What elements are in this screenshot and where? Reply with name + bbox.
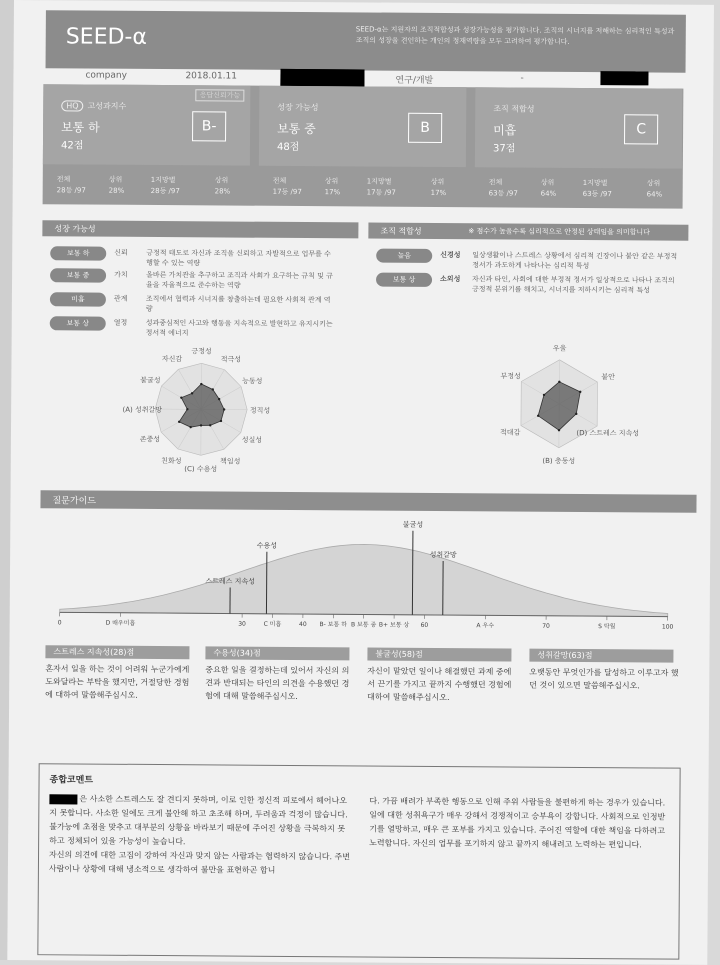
- trait-description: 조직에서 협력과 시너지를 창출하는데 필요한 사회적 관계 역량: [146, 294, 336, 315]
- radar-axis-label: 정직성: [250, 406, 270, 415]
- comment-right-column: 다. 가끔 배려가 부족한 행동으로 인해 주위 사람들을 불편하게 하는 경우가 있습니다. 일에 대한 성취욕구가 매우 강해서 경쟁적이고 승부욕이 강합니다. 사회적으로 인정받기를 열망하고, 매우 큰 포부를 가지고 있습니다. 주어진 역할에 대한 책임을 다하려고 노력합니다. 자신의 업무를 포기하지 않고 끝까지 해내려고 노력하는 편입니다.: [369, 795, 671, 853]
- trait-level-pill: 높음: [376, 249, 432, 263]
- trait-level-pill: 보통 중: [50, 268, 106, 282]
- score-level: 미흡: [493, 121, 516, 138]
- growth-section: [41, 220, 359, 478]
- score-level: 보통 하: [61, 118, 100, 135]
- score-col-growth: [259, 86, 467, 207]
- radar-data-point: [558, 429, 560, 431]
- radar-axis-label: 성실성: [242, 435, 262, 444]
- x-axis-tick-label: C 미흡: [264, 620, 282, 628]
- header-description: SEED-α는 지원자의 조직적합성과 성장가능성을 평가합니다. 조직의 시너지를 저해하는 심리적인 특성과 조직의 성장을 견인하는 개인의 정재역량을 모두 고려하여 평가합니다.: [356, 24, 676, 48]
- summary-comment-box: [37, 763, 680, 959]
- radar-axis-label: 적대감: [500, 428, 521, 437]
- radar-data-point: [200, 424, 202, 426]
- question-text: 중요한 일을 결정하는데 있어서 자신의 의견과 반대되는 타인의 의견을 수용했던 경험에 대해 말씀해주십시오.: [205, 663, 355, 703]
- org-title: 조직 적합성: [380, 226, 421, 237]
- radar-axis-label: 존중성: [140, 434, 160, 443]
- radar-data-point: [180, 396, 182, 398]
- score-col-hq: [43, 84, 251, 205]
- radar-data-point: [558, 381, 560, 383]
- radar-data-point: [537, 415, 539, 417]
- growth-section-header: [42, 220, 358, 238]
- org-trait-row: [376, 249, 686, 271]
- redacted-id: [600, 71, 648, 85]
- growth-radar-chart: [91, 341, 312, 479]
- radar-axis-label: (D) 스트레스 지속성: [576, 428, 639, 437]
- x-axis-tick-label: B- 보통 하: [319, 620, 347, 628]
- score-stats: [43, 164, 250, 205]
- stat-value: 28등 /97: [57, 185, 86, 196]
- stat-value: 28%: [215, 186, 231, 197]
- growth-trait-row: [50, 268, 350, 290]
- stat-label: 전체: [57, 174, 86, 185]
- distribution-curve: [60, 542, 668, 616]
- stat-value: 28%: [109, 186, 125, 197]
- stat-label: 상위: [109, 175, 125, 186]
- stat-value: 28등 /97: [151, 186, 180, 197]
- stat-item: [647, 178, 663, 200]
- trait-category: 열정: [114, 318, 142, 328]
- question-head: 스트레스 지속성(28)점: [45, 645, 189, 659]
- stat-item: [273, 176, 302, 198]
- stat-value: 17%: [325, 187, 341, 198]
- radar-axis-label: 적극성: [221, 354, 241, 363]
- stat-item: [489, 177, 518, 199]
- stat-label: 1지망별: [583, 178, 612, 189]
- radar-axis-label: (B) 충동성: [542, 456, 575, 465]
- score-grade: B-: [192, 111, 226, 141]
- stat-item: [57, 174, 86, 196]
- org-trait-row: [376, 273, 686, 295]
- radar-data-point: [543, 394, 545, 396]
- trait-description: 성과중심적인 사고와 행동을 지속적으로 발현하고 유지시키는 정서적 에너지: [146, 318, 336, 339]
- x-axis-tick-label: 100: [662, 624, 674, 631]
- score-grade: B: [408, 113, 442, 143]
- seed-logo: SEED-α: [66, 24, 147, 50]
- score-label-text: 고성과지수: [88, 102, 127, 111]
- radar-data-point: [220, 420, 222, 422]
- stat-item: [367, 176, 396, 198]
- growth-trait-row: [50, 292, 350, 314]
- score-stats: [475, 167, 682, 208]
- x-axis-tick-label: 30: [238, 621, 246, 628]
- org-radar-chart: [447, 341, 678, 473]
- report-date: 2018.01.11: [185, 71, 237, 81]
- stat-label: 상위: [541, 178, 557, 189]
- trait-category: 신뢰: [114, 248, 142, 258]
- radar-data-point: [223, 408, 225, 410]
- radar-axis-label: 자신감: [162, 354, 183, 363]
- x-axis-tick-label: 40: [299, 621, 307, 628]
- question-guide-header: [40, 490, 696, 513]
- stat-label: 상위: [431, 177, 447, 188]
- trait-category: 관계: [114, 294, 142, 304]
- score-distribution-chart: [40, 512, 681, 644]
- radar-axis-label: 능동성: [242, 376, 262, 385]
- question-head: 불굴성(58)점: [367, 647, 511, 661]
- trait-level-pill: 보통 하: [50, 246, 106, 260]
- stat-value: 17등 /97: [273, 187, 302, 198]
- stat-item: [431, 177, 447, 199]
- trait-description: 긍정적 태도로 자신과 조직을 신뢰하고 자발적으로 업무를 수행할 수 있는 역량: [146, 248, 336, 269]
- trait-level-pill: 미흡: [50, 292, 106, 306]
- question-head: 성취갈망(63)점: [529, 649, 673, 663]
- trait-category: 소외성: [440, 274, 468, 284]
- x-axis-tick-label: D 매우미흡: [106, 619, 136, 627]
- growth-trait-row: [50, 246, 350, 268]
- radar-data-point: [191, 392, 193, 394]
- stat-value: 17등 /97: [367, 187, 396, 198]
- score-marker-label: 불굴성: [403, 520, 423, 529]
- radar-axis-label: 불안: [601, 372, 615, 381]
- trait-category: 신경성: [440, 250, 468, 260]
- score-top: [43, 84, 251, 165]
- org-note: ※ 점수가 높을수록 심리적으로 안정된 상태임을 의미합니다: [468, 226, 650, 237]
- stat-value: 64%: [541, 189, 557, 200]
- radar-data-point: [218, 398, 220, 400]
- report-page: [7, 0, 714, 965]
- radar-axis-label: 책임성: [220, 456, 240, 465]
- score-marker-label: 스트레스 지속성: [205, 576, 255, 585]
- score-top: [259, 86, 467, 167]
- redacted-name: [280, 69, 364, 88]
- comment-title: 종합코멘트: [50, 772, 94, 785]
- trait-description: 일상생활이나 스트레스 상황에서 심리적 긴장이나 불안 같은 부정적 정서가 과도하게 나타나는 심리적 특성: [472, 250, 677, 271]
- question-text: 자신이 맡았던 일이나 해결했던 과제 중에서 끈기를 가지고 끝까지 수행했던 경험에 대하여 말씀해주십시오.: [367, 664, 515, 704]
- score-label: [61, 100, 126, 111]
- stat-item: [583, 178, 612, 200]
- question-guide-title: 질문가이드: [52, 493, 96, 506]
- radar-axis-label: 친화성: [161, 456, 181, 465]
- growth-trait-row: [50, 316, 350, 338]
- question-text: 혼자서 일을 하는 것이 어려워 누군가에게 도와달라는 부탁을 했지만, 거절당한 경험에 대하여 말씀해주십시오.: [45, 662, 193, 702]
- score-marker-label: 수용성: [257, 541, 277, 550]
- x-axis-tick-label: 60: [421, 622, 429, 629]
- score-col-org: [475, 87, 683, 208]
- score-top: [475, 87, 683, 168]
- trait-level-pill: 보통 상: [376, 273, 432, 287]
- stat-value: 17%: [431, 188, 447, 199]
- score-marker-line: [412, 531, 413, 615]
- question-text: 오랫동안 무엇인가를 달성하고 이루고자 했던 것이 있으면 말씀해주십시오.: [529, 666, 679, 693]
- x-axis-tick-label: B+ 보통 상: [379, 621, 410, 629]
- score-summary: [43, 84, 684, 208]
- hq-badge: HQ: [61, 100, 83, 111]
- stat-label: 전체: [273, 176, 302, 187]
- stat-value: 63등 /97: [489, 188, 518, 199]
- radar-data-point: [178, 421, 180, 423]
- radar-data-point: [200, 383, 202, 385]
- radar-axis-label: 우울: [553, 344, 567, 352]
- x-axis-tick-label: S 탁월: [598, 622, 616, 630]
- x-axis-tick-label: B 보통 중: [351, 620, 377, 628]
- info-separator: -: [520, 74, 523, 84]
- stat-label: 상위: [215, 175, 231, 186]
- trait-category: 가치: [114, 270, 142, 280]
- trait-description: 올바른 가치관을 추구하고 조직과 사회가 요구하는 규칙 및 규율을 자율적으로 준수하는 역량: [146, 270, 336, 291]
- stat-label: 상위: [325, 176, 341, 187]
- radar-axis-label: (A) 성취갈망: [122, 405, 162, 414]
- company-label: company: [85, 71, 127, 81]
- stat-value: 64%: [647, 189, 663, 200]
- radar-data-point: [575, 413, 577, 415]
- radar-data-point: [189, 426, 191, 428]
- report-header: [46, 10, 686, 72]
- stat-item: [215, 175, 231, 197]
- question-head: 수용성(34)점: [205, 646, 349, 660]
- growth-title: 성장 가능성: [54, 223, 95, 234]
- x-axis-tick-label: 70: [542, 623, 550, 630]
- radar-axis-label: 긍정성: [191, 346, 211, 355]
- x-axis-tick-label: 0: [58, 619, 62, 626]
- radar-axis-label: (C) 수용성: [184, 464, 217, 473]
- radar-data-point: [579, 391, 581, 393]
- x-axis-tick-label: A 우수: [476, 622, 494, 629]
- stat-item: [151, 175, 180, 197]
- radar-data-point: [186, 408, 188, 410]
- score-points: 42점: [61, 136, 83, 151]
- score-marker-label: 성취갈망: [430, 550, 457, 559]
- stat-value: 63등 /97: [583, 189, 612, 200]
- score-points: 48점: [277, 138, 299, 153]
- stat-label: 1지망별: [151, 175, 180, 186]
- stat-label: 상위: [647, 178, 663, 189]
- department: 연구/개발: [395, 73, 433, 86]
- score-label: 조직 적합성: [493, 103, 534, 114]
- stat-item: [541, 178, 557, 200]
- reliability-tag: 응답신뢰가능: [196, 89, 245, 101]
- stat-label: 1지망별: [367, 176, 396, 187]
- org-section: [367, 222, 689, 480]
- org-section-header: [368, 222, 688, 240]
- stat-item: [325, 176, 341, 198]
- score-level: 보통 중: [277, 120, 316, 137]
- radar-axis-label: 불굴성: [140, 375, 160, 384]
- score-label: 성장 가능성: [277, 102, 318, 113]
- trait-level-pill: 보통 상: [50, 316, 106, 330]
- score-points: 37점: [493, 139, 515, 154]
- radar-axis-label: 부정성: [500, 371, 520, 380]
- comment-left-column: 은 사소한 스트레스도 잘 견디지 못하며, 이로 인한 정신적 피로에서 헤어나오지 못합니다. 사소한 일에도 크게 불안해 하고 초조해 하며, 두려움과 걱정이 많습니다. 불가능에 초점을 맞추고 대부분의 상황을 바라보기 때문에 주어진 상황을 극복하지 못하고 정체되어 있을 가능성이 높습니다. 자신의 의견에 대한 고집이 강하여 자신과 맞지 않는 사람과는 협력하지 않습니다. 주변 사람이나 상황에 대해 냉소적으로 생각하여 불만을 표현하곤 합니: [49, 792, 352, 878]
- score-stats: [259, 166, 466, 207]
- radar-data-point: [209, 424, 211, 426]
- radar-data-point: [212, 388, 214, 390]
- score-grade: C: [624, 114, 658, 144]
- stat-item: [109, 175, 125, 197]
- stat-label: 전체: [489, 177, 518, 188]
- trait-description: 자신과 타인, 사회에 대한 부정적 정서가 일상적으로 나타나 조직의 긍정적 분위기를 해치고, 시너지를 저하시키는 심리적 특성: [472, 274, 677, 295]
